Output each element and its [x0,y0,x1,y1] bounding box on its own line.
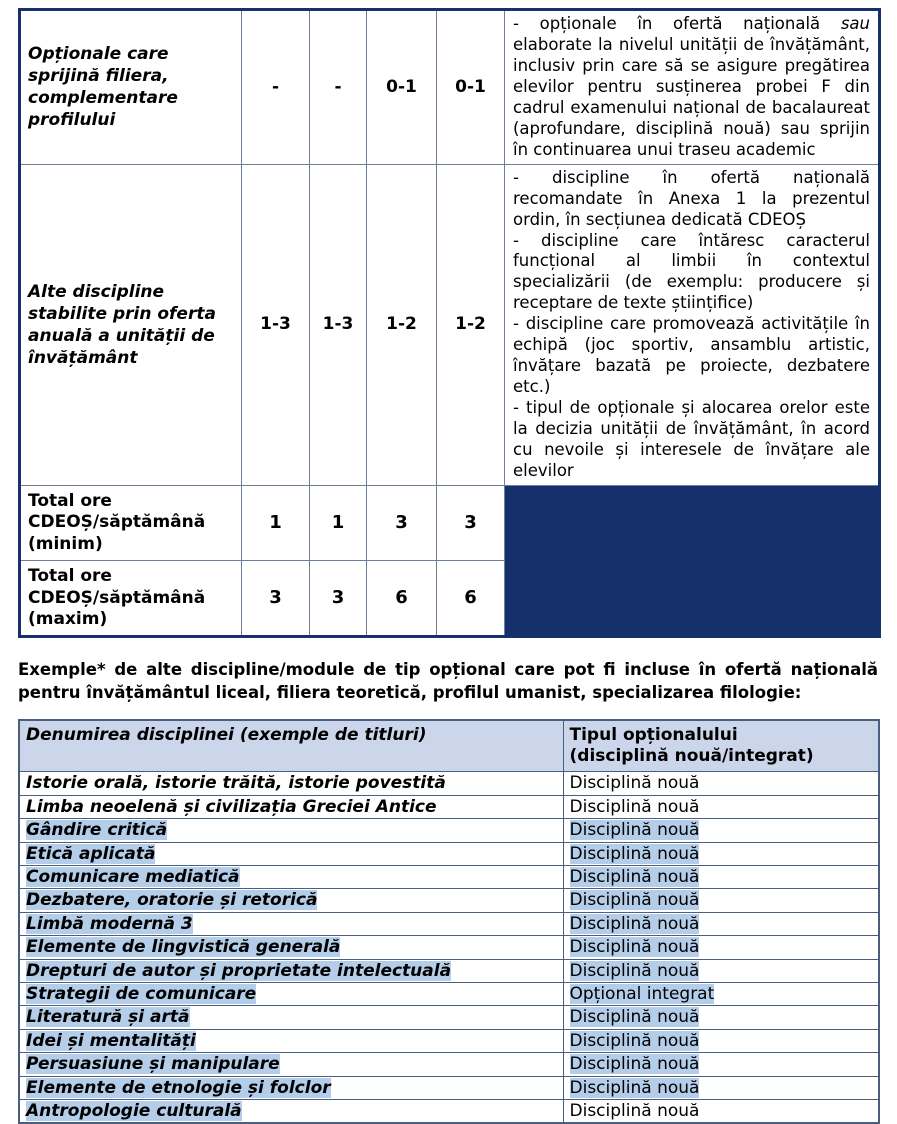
optional-type-text: Opțional integrat [569,983,715,1004]
cell-r1c4: 0-1 [437,10,505,165]
cell-r2c3: 1-2 [367,164,437,485]
optional-type-text: Disciplină nouă [569,1007,700,1028]
row-label-total-maxim: Total ore CDEOȘ/săptămână (maxim) [20,561,242,637]
cell-min-c4: 3 [437,485,505,560]
desc-pre: - opționale în ofertă națională [513,14,841,33]
discipline-name-cell [19,1006,563,1029]
discipline-name-text: Dezbatere, oratorie și retorică [26,890,318,911]
table-row [20,10,880,165]
discipline-name-text: Limbă modernă 3 [26,913,193,934]
discipline-name-cell [19,819,563,842]
table-row [19,1076,879,1099]
optional-type-text: Disciplină nouă [569,773,700,794]
optional-type-cell [563,795,879,818]
examples-table-body [19,772,879,1123]
discipline-name-text: Elemente de lingvistică generală [26,937,341,958]
discipline-name-text: Istorie orală, istorie trăită, istorie povestită [26,773,446,794]
table-row [19,1053,879,1076]
optional-type-cell [563,842,879,865]
column-header-discipline: Denumirea disciplinei (exemple de titluri) [19,720,563,772]
table-row [19,912,879,935]
discipline-name-cell [19,1029,563,1052]
discipline-name-cell [19,982,563,1005]
discipline-name-text: Elemente de etnologie și folclor [26,1077,331,1098]
optional-type-cell [563,1099,879,1123]
optional-type-cell [563,1029,879,1052]
optional-type-text: Disciplină nouă [569,1077,700,1098]
desc-italic: sau [840,14,870,33]
row-label-alte-discipline: Alte discipline stabilite prin oferta anuală a unității de învățământ [20,164,242,485]
table-row-total-max [20,561,880,637]
discipline-name-cell [19,1099,563,1123]
discipline-name-cell [19,912,563,935]
optional-type-cell [563,912,879,935]
examples-table [18,719,880,1124]
cell-min-c2: 1 [310,485,367,560]
discipline-name-text: Strategii de comunicare [26,983,257,1004]
cell-r1c3: 0-1 [367,10,437,165]
optional-type-text: Disciplină nouă [569,867,700,887]
table-row [19,936,879,959]
optional-type-cell [563,1006,879,1029]
optional-type-cell [563,982,879,1005]
table-row [19,1099,879,1123]
cdeos-hours-table [18,8,881,638]
discipline-name-cell [19,772,563,795]
optional-type-text: Disciplină nouă [569,890,700,911]
cell-max-c3: 6 [367,561,437,637]
optional-type-cell [563,1076,879,1099]
optional-type-cell [563,772,879,795]
optional-type-cell [563,959,879,982]
discipline-name-cell [19,795,563,818]
table-row [19,1006,879,1029]
discipline-name-text: Etică aplicată [26,843,156,864]
discipline-name-text: Antropologie culturală [26,1100,242,1121]
discipline-name-cell [19,1053,563,1076]
cell-max-c1: 3 [242,561,310,637]
cell-min-filled [505,485,880,560]
optional-type-text: Disciplină nouă [569,843,700,864]
cell-r2c1: 1-3 [242,164,310,485]
cell-r2c4: 1-2 [437,164,505,485]
optional-type-cell [563,889,879,912]
optional-type-text: Disciplină nouă [569,820,700,841]
discipline-name-text: Limba neoelenă și civilizația Greciei Antice [26,796,437,817]
table-row [19,819,879,842]
table-row [19,889,879,912]
cell-max-filled [505,561,880,637]
cell-r1c1: - [242,10,310,165]
type-header-line2: (disciplină nouă/integrat) [569,746,814,767]
optional-type-text: Disciplină nouă [569,1030,700,1051]
column-header-type [563,720,879,772]
table-row [20,164,880,485]
optional-type-text: Disciplină nouă [569,796,700,817]
optional-type-cell [563,866,879,889]
discipline-name-text: Idei și mentalități [26,1030,196,1051]
optional-type-text: Disciplină nouă [569,913,700,934]
discipline-name-cell [19,866,563,889]
cell-max-c4: 6 [437,561,505,637]
table-row [19,795,879,818]
intro-paragraph: Exemple* de alte discipline/module de tip opțional care pot fi incluse în ofertă națională pentru învățământul liceal, filiera teoretică, profilul umanist, specializarea filologie: [18,660,878,703]
optional-type-text: Disciplină nouă [569,1100,700,1121]
discipline-name-text: Persuasiune și manipulare [26,1054,280,1075]
optional-type-cell [563,936,879,959]
discipline-name-cell [19,889,563,912]
cell-r2-description: - discipline în ofertă națională recomandate în Anexa 1 la prezentul ordin, în secțiunea dedicată CDEOȘ - discipline care întăresc caracterul funcțional al limbii în contextul specializării (de exemplu: producere și receptare de texte științifice) - discipline care promovează activitățile în echipă (joc sportiv, ansamblu artistic, învățare bazată pe proiecte, dezbatere etc.) - tipul de opționale și alocarea orelor este la decizia unității de învățământ, în acord cu nevoile și interesele de învățare ale elevilor [505,164,880,485]
cell-r1c2: - [310,10,367,165]
cell-max-c2: 3 [310,561,367,637]
cell-r1-description [505,10,880,165]
type-header-line1: Tipul opționalului [569,724,738,745]
row-label-total-minim: Total ore CDEOȘ/săptămână (minim) [20,485,242,560]
table-row [19,772,879,795]
table-row [19,982,879,1005]
discipline-name-text: Literatură și artă [26,1007,190,1028]
table-row [19,866,879,889]
table-row-total-min [20,485,880,560]
optional-type-cell [563,1053,879,1076]
cell-min-c1: 1 [242,485,310,560]
table-row [19,842,879,865]
optional-type-text: Disciplină nouă [569,960,700,981]
discipline-name-cell [19,842,563,865]
table-row [19,1029,879,1052]
discipline-name-cell [19,936,563,959]
table-row [19,959,879,982]
optional-type-text: Disciplină nouă [569,937,700,958]
examples-header-row [19,720,879,772]
desc-post: elaborate la nivelul unității de învățământ, inclusiv prin care să se asigure pregătirea elevilor pentru susținerea probei F din cadrul examenului național de bacalaureat (aprofundare, disciplină nouă) sau sprijin în continuarea unui traseu academic [513,34,870,159]
optional-type-cell [563,819,879,842]
cell-min-c3: 3 [367,485,437,560]
row-label-optionale: Opționale care sprijină filiera, complementare profilului [20,10,242,165]
optional-type-text: Disciplină nouă [569,1054,700,1075]
discipline-name-text: Drepturi de autor și proprietate intelectuală [26,960,452,981]
discipline-name-cell [19,1076,563,1099]
discipline-name-text: Gândire critică [26,820,168,841]
cell-r2c2: 1-3 [310,164,367,485]
discipline-name-cell [19,959,563,982]
discipline-name-text: Comunicare mediatică [26,867,240,887]
